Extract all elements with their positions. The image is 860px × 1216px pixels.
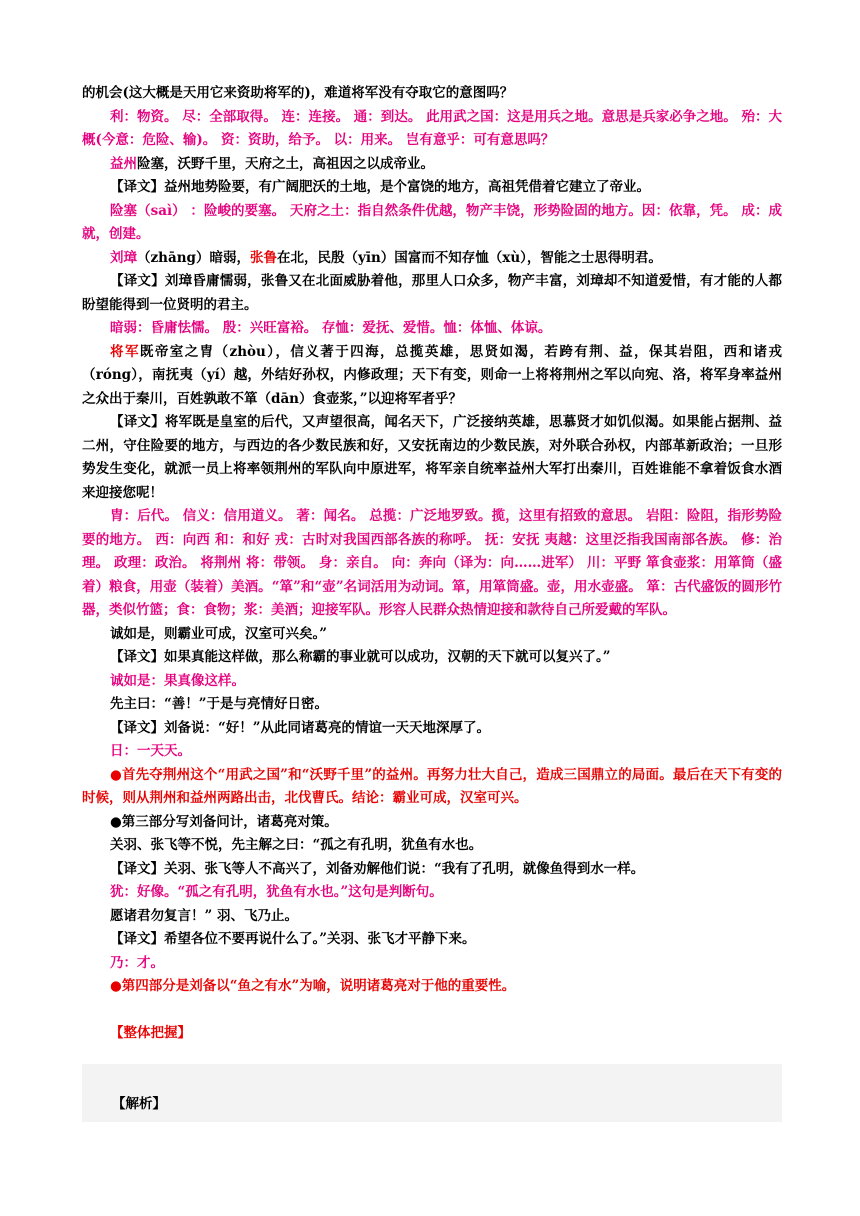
blank-line: [82, 999, 782, 1023]
text-span: （zhāng）暗弱，: [137, 249, 250, 266]
analysis-label: 【解析】: [112, 1095, 166, 1112]
annotation-line: 胄：后代。 信义：信用道义。 著：闻名。 总揽：广泛地罗致。揽，这里有招致的意思。 岩阻：险阻，指形势险要的地方。 西：向西 和：和好 戎：古时对我国西部各族的称呼。 抚：安抚 夷越：这里泛指我国南部各族。 修：治理。 政理：政治。 将荆州 将：带领。 身：亲自。 向：奔向（译为：向……进军） 川：平野 箪食壶浆：用箪筒（盛着）粮食，用壶（装着）美酒。“箪”和“壶”名词活用为动词。箪，用箪筒盛。壶，用水壶盛。 箪：古代盛饭的圆形竹器，类似竹篮；食：食物；浆：美酒；迎接军队。形容人民群众热情迎接和款待自己所爱戴的军队。: [82, 508, 782, 618]
text-span: 既帝室之胄（zhòu），信义著于四海，总揽英雄，思贤如渴，若跨有荆、益，保其岩阻，西和诸戎（róng），南抚夷（yí）越，外结好孙权，内修政理；天下有变，则命一上将将荆州之军以向宛、洛，将军身率益州之众出于秦川，百姓孰敢不箪（dān）食壶浆，”以迎将军者乎？: [82, 343, 782, 407]
translation-line: 【译文】将军既是皇室的后代，又声望很高，闻名天下，广泛接纳英雄，思慕贤才如饥似渴。如果能占据荆、益二州，守住险要的地方，与西边的各少数民族和好，又安抚南边的少数民族，对外联合孙权，内部革新政治；一旦形势发生变化，就派一员上将率领荆州的军队向中原进军，将军亲自统率益州大军打出秦川，百姓谁能不拿着饭食水酒来迎接您呢！: [82, 414, 782, 501]
translation-line: 【译文】刘璋昏庸懦弱，张鲁又在北面威胁着他，那里人口众多，物产丰富，刘璋却不知道爱惜，有才能的人都盼望能得到一位贤明的君主。: [82, 273, 782, 313]
summary-line: ●首先夺荆州这个“用武之国”和“沃野千里”的益州。再努力壮大自己，造成三国鼎立的局面。最后在天下有变的时候，则从荆州和益州两路出击，北伐曹氏。结论：霸业可成，汉室可兴。: [82, 766, 782, 806]
translation-line: 【译文】如果真能这样做，那么称霸的事业就可以成功，汉朝的天下就可以复兴了。”: [110, 649, 611, 665]
text-span: 在北，民殷（yīn）国富而不知存恤（xù），智能之士思得明君。: [276, 249, 662, 266]
annotation-line: 犹：好像。“孤之有孔明，犹鱼有水也。”这句是判断句。: [110, 884, 443, 900]
text-line: 愿诸君勿复言！” 羽、飞乃止。: [110, 907, 298, 924]
annotation-line: 暗弱：昏庸怯懦。 殷：兴旺富裕。 存恤：爱抚、爱惜。恤：体恤、体谅。: [110, 320, 552, 336]
document-page: [82, 82, 782, 1122]
annotation-line: 利：物资。 尽：全部取得。 连：连接。 通：到达。 此用武之国：这是用兵之地。意思是兵家必争之地。 殆：大概(今意：危险、输)。 资：资助，给予。 以：用来。 岂有意乎：可有意思吗？: [82, 108, 782, 148]
annotation-line: 日：一天天。: [110, 743, 191, 759]
text-line: 关羽、张飞等不悦，先主解之曰：“孤之有孔明，犹鱼有水也。: [110, 837, 483, 853]
analysis-box: [82, 1064, 782, 1122]
text-span: 险塞，沃野千里，天府之土，高祖因之以成帝业。: [137, 155, 434, 172]
annotation-line: 诚如是：果真像这样。: [110, 672, 245, 689]
translation-line: 【译文】益州地势险要，有广阔肥沃的土地，是个富饶的地方，高祖凭借着它建立了帝业。: [110, 179, 650, 195]
translation-line: 【译文】希望各位不要再说什么了。”关羽、张飞才平静下来。: [110, 931, 476, 947]
text-line: [82, 153, 782, 177]
annotation-line: 险塞（saì） ：险峻的要塞。 天府之土：指自然条件优越，物产丰饶，形势险固的地方。因：依靠，凭。 成：成就，创建。: [82, 202, 782, 242]
text-line: 先主曰：“善！”于是与亮情好日密。: [110, 696, 329, 712]
translation-line: 【译文】刘备说：“好！”从此同诸葛亮的情谊一天天地深厚了。: [110, 719, 491, 736]
text-line: 诚如是，则霸业可成，汉室可兴矣。”: [110, 625, 328, 642]
highlighted-name: 刘璋: [110, 249, 137, 266]
summary-line: ●第四部分是刘备以“鱼之有水”为喻，说明诸葛亮对于他的重要性。: [110, 978, 516, 994]
highlighted-name: 将军: [110, 343, 140, 360]
section-line: ●第三部分写刘备问计，诸葛亮对策。: [110, 813, 338, 830]
annotation-line: 乃：才。: [110, 954, 164, 971]
text-line: [82, 341, 782, 412]
text-line: [82, 247, 782, 271]
highlighted-name: 张鲁: [249, 249, 277, 266]
text-line: 的机会(这大概是天用它来资助将军的)，难道将军没有夺取它的意图吗？: [82, 85, 514, 101]
translation-line: 【译文】关羽、张飞等人不高兴了，刘备劝解他们说：“我有了孔明，就像鱼得到水一样。: [110, 860, 645, 877]
section-heading: 【整体把握】: [110, 1025, 191, 1041]
highlighted-name: 益州: [110, 155, 137, 172]
